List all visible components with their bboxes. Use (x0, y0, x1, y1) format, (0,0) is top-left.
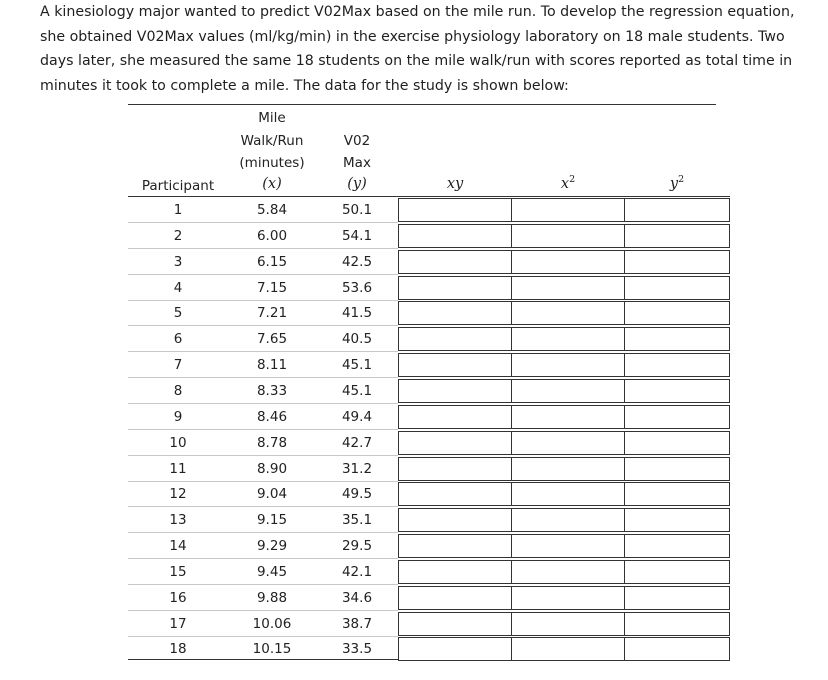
mile-time-value: 6.00 (256, 227, 288, 244)
header-x-line3: (minutes) (239, 155, 305, 171)
y-squared-answer-box[interactable] (624, 637, 730, 661)
xy-answer-box[interactable] (398, 198, 512, 222)
vo2max-value: 45.1 (341, 382, 373, 399)
xy-answer-box[interactable] (398, 534, 512, 558)
table-row (0, 197, 828, 223)
y-squared-answer-box[interactable] (624, 612, 730, 636)
xy-answer-box[interactable] (398, 405, 512, 429)
x-squared-answer-box[interactable] (511, 250, 625, 274)
participant-number: 5 (173, 305, 183, 322)
x-squared-answer-box[interactable] (511, 405, 625, 429)
vo2max-value: 38.7 (341, 615, 373, 632)
xy-answer-box[interactable] (398, 353, 512, 377)
y-squared-answer-box[interactable] (624, 560, 730, 584)
participant-number: 17 (169, 615, 187, 632)
vo2max-value: 42.1 (341, 563, 373, 580)
y-squared-answer-box[interactable] (624, 301, 730, 325)
table-row (0, 275, 828, 301)
mile-time-value: 8.78 (256, 434, 288, 451)
header-x-line1: Mile (258, 110, 286, 126)
participant-number: 2 (173, 227, 183, 244)
participant-number: 11 (169, 460, 187, 477)
mile-time-value: 9.45 (256, 563, 288, 580)
mile-time-value: 9.29 (256, 538, 288, 555)
x-squared-answer-box[interactable] (511, 508, 625, 532)
participant-number: 3 (173, 253, 183, 270)
mile-time-value: 10.06 (252, 615, 292, 632)
y-squared-answer-box[interactable] (624, 379, 730, 403)
x-squared-answer-box[interactable] (511, 198, 625, 222)
mile-time-value: 10.15 (252, 641, 292, 658)
x-squared-answer-box[interactable] (511, 637, 625, 661)
table-row (0, 636, 828, 662)
participant-number: 7 (173, 357, 183, 374)
xy-answer-box[interactable] (398, 379, 512, 403)
xy-answer-box[interactable] (398, 482, 512, 506)
header-x-squared (511, 174, 625, 192)
table-row (0, 585, 828, 611)
mile-time-value: 9.88 (256, 589, 288, 606)
header-y-symbol: (y) (347, 176, 367, 192)
table-top-rule (128, 104, 716, 105)
mile-time-value: 8.90 (256, 460, 288, 477)
participant-number: 16 (169, 589, 187, 606)
x-squared-answer-box[interactable] (511, 534, 625, 558)
mile-time-value: 6.15 (256, 253, 288, 270)
xy-answer-box[interactable] (398, 431, 512, 455)
mile-time-value: 8.11 (256, 357, 288, 374)
y-squared-answer-box[interactable] (624, 353, 730, 377)
table-row (0, 559, 828, 585)
participant-number: 8 (173, 382, 183, 399)
mile-time-value: 8.46 (256, 408, 288, 425)
x-squared-answer-box[interactable] (511, 379, 625, 403)
mile-time-value: 7.65 (256, 331, 288, 348)
vo2max-value: 42.5 (341, 253, 373, 270)
vo2max-value: 41.5 (341, 305, 373, 322)
vo2max-value: 35.1 (341, 512, 373, 529)
vo2max-value: 54.1 (341, 227, 373, 244)
vo2max-value: 49.5 (341, 486, 373, 503)
header-y-squared (624, 174, 730, 192)
header-y-squared-exp: 2 (678, 174, 685, 185)
participant-number: 10 (169, 434, 187, 451)
header-y-line1: V02 (343, 133, 371, 149)
table-row (0, 611, 828, 637)
table-row (0, 456, 828, 482)
vo2max-value: 50.1 (341, 202, 373, 218)
xy-answer-box[interactable] (398, 327, 512, 351)
problem-description: A kinesiology major wanted to predict V02Max based on the mile run. To develop the regression equation, she obtained V02Max values (ml/kg/min) in the exercise physiology laboratory on 18 male students. Two days later, she measured the same 18 students on the mile walk/run with scores reported as total time in minutes it took to complete a mile. The data for the study is shown below: (40, 4, 795, 94)
mile-time-value: 5.84 (256, 202, 288, 218)
x-squared-answer-box[interactable] (511, 482, 625, 506)
y-squared-answer-box[interactable] (624, 276, 730, 300)
mile-time-value: 7.15 (256, 279, 288, 296)
table-row (0, 378, 828, 404)
y-squared-answer-box[interactable] (624, 508, 730, 532)
participant-number: 6 (173, 331, 183, 348)
header-x-line2: Walk/Run (240, 133, 304, 149)
vo2max-value: 33.5 (341, 641, 373, 658)
y-squared-answer-box[interactable] (624, 482, 730, 506)
table-row (0, 507, 828, 533)
x-squared-answer-box[interactable] (511, 612, 625, 636)
mile-time-value: 8.33 (256, 382, 288, 399)
y-squared-answer-box[interactable] (624, 224, 730, 248)
header-xy: xy (446, 176, 464, 192)
vo2max-value: 49.4 (341, 408, 373, 425)
participant-number: 9 (173, 408, 183, 425)
table-row (0, 533, 828, 559)
participant-number: 18 (169, 641, 187, 658)
xy-answer-box[interactable] (398, 250, 512, 274)
mile-time-value: 7.21 (256, 305, 288, 322)
participant-number: 4 (173, 279, 183, 296)
participant-number: 15 (169, 563, 187, 580)
y-squared-answer-box[interactable] (624, 327, 730, 351)
vo2max-value: 42.7 (341, 434, 373, 451)
table-row (0, 223, 828, 249)
vo2max-value: 31.2 (341, 460, 373, 477)
x-squared-answer-box[interactable] (511, 431, 625, 455)
table-row (0, 481, 828, 507)
x-squared-answer-box[interactable] (511, 353, 625, 377)
table-row (0, 249, 828, 275)
xy-answer-box[interactable] (398, 586, 512, 610)
participant-number: 13 (169, 512, 187, 529)
xy-answer-box[interactable] (398, 637, 512, 661)
x-squared-answer-box[interactable] (511, 301, 625, 325)
vo2max-value: 34.6 (341, 589, 373, 606)
vo2max-value: 45.1 (341, 357, 373, 374)
vo2max-value: 29.5 (341, 538, 373, 555)
x-squared-answer-box[interactable] (511, 586, 625, 610)
xy-answer-box[interactable] (398, 224, 512, 248)
table-bottom-rule (128, 659, 398, 660)
header-y-squared-base: y (669, 176, 679, 192)
xy-answer-box[interactable] (398, 457, 512, 481)
table-row (0, 404, 828, 430)
xy-answer-box[interactable] (398, 560, 512, 584)
y-squared-answer-box[interactable] (624, 534, 730, 558)
participant-number: 14 (169, 538, 187, 555)
header-x-squared-exp: 2 (569, 174, 576, 185)
x-squared-answer-box[interactable] (511, 327, 625, 351)
header-x-squared-base: x (560, 176, 570, 192)
y-squared-answer-box[interactable] (624, 431, 730, 455)
xy-answer-box[interactable] (398, 301, 512, 325)
participant-number: 12 (169, 486, 187, 503)
y-squared-answer-box[interactable] (624, 250, 730, 274)
vo2max-value: 53.6 (341, 279, 373, 296)
table-row (0, 326, 828, 352)
y-squared-answer-box[interactable] (624, 198, 730, 222)
mile-time-value: 9.15 (256, 512, 288, 529)
xy-answer-box[interactable] (398, 612, 512, 636)
mile-time-value: 9.04 (256, 486, 288, 503)
y-squared-answer-box[interactable] (624, 457, 730, 481)
y-squared-answer-box[interactable] (624, 586, 730, 610)
x-squared-answer-box[interactable] (511, 276, 625, 300)
xy-answer-box[interactable] (398, 508, 512, 532)
participant-number: 1 (173, 202, 183, 218)
x-squared-answer-box[interactable] (511, 560, 625, 584)
header-y-line2: Max (343, 155, 371, 171)
table-row (0, 352, 828, 378)
xy-answer-box[interactable] (398, 276, 512, 300)
x-squared-answer-box[interactable] (511, 457, 625, 481)
header-x-symbol: (x) (262, 176, 282, 192)
vo2max-value: 40.5 (341, 331, 373, 348)
y-squared-answer-box[interactable] (624, 405, 730, 429)
header-participant: Participant (141, 178, 215, 194)
x-squared-answer-box[interactable] (511, 224, 625, 248)
table-row (0, 300, 828, 326)
table-row (0, 430, 828, 456)
